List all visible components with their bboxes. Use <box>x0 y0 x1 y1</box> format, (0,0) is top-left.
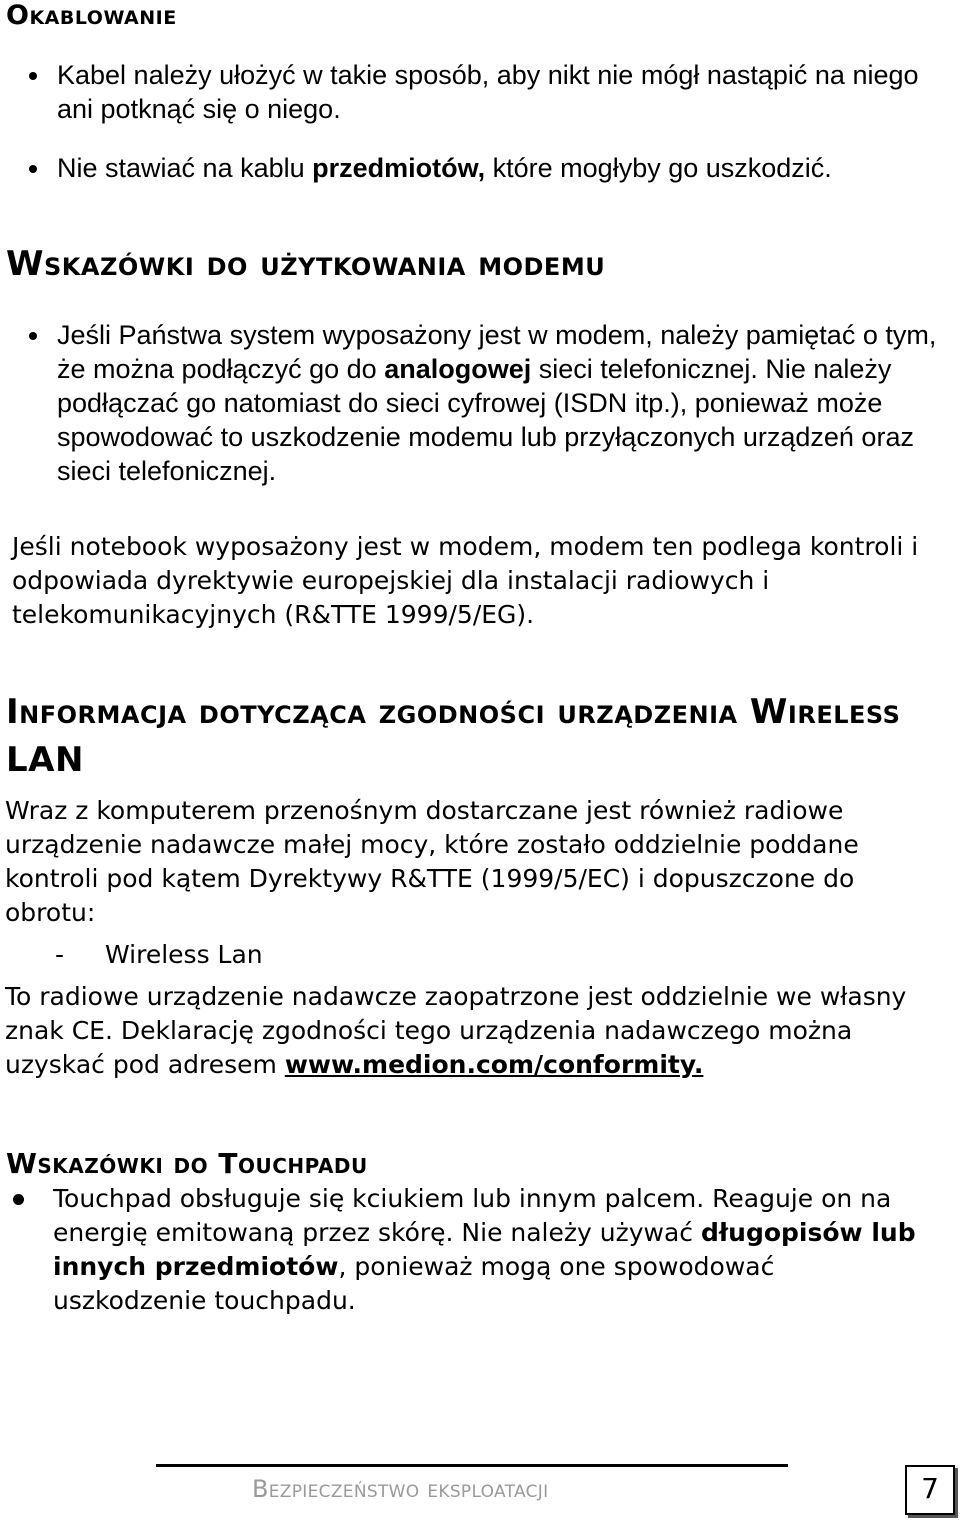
wireless-list-item-text: Wireless Lan <box>105 940 263 969</box>
footer-title: Bezpieczeństwo eksploatacji <box>252 1475 549 1503</box>
list-item <box>57 318 937 488</box>
list-item <box>53 1182 933 1318</box>
conformity-link[interactable]: www.medion.com/conformity. <box>284 1050 704 1079</box>
modem-bullet-part2: sieci telefonicznej. Nie należy podłączać go natomiast do sieci cyfrowej (ISDN itp.), ponieważ może spowodować to uszkodzenie modemu lub przyłączonych urządzeń oraz sieci telefonicznej. <box>57 354 914 486</box>
wireless-list-item <box>55 938 263 972</box>
bullet-icon <box>13 1194 24 1205</box>
wireless-paragraph: Wraz z komputerem przenośnym dostarczane jest również radiowe urządzenie nadawcze małej mocy, które zostało oddzielnie poddane kontroli pod kątem Dyrektywy R&TTE (1999/5/EC) i dopuszczone do obrotu: <box>5 796 859 927</box>
wireless-paragraph-2-text: To radiowe urządzenie nadawcze zaopatrzone jest oddzielnie we własny znak CE. Deklarację zgodności tego urządzenia nadawczego można uzyskać pod adresem <box>5 982 907 1079</box>
heading-modem: Wskazówki do użytkowania modemu <box>6 244 606 284</box>
touchpad-bullet-bold: długopisów lub innych przedmiotów <box>53 1218 916 1281</box>
bullet-icon <box>29 165 37 173</box>
touchpad-bullet-part2: , ponieważ mogą one spowodować uszkodzenie touchpadu. <box>53 1252 775 1315</box>
dash-marker: - <box>55 940 65 969</box>
modem-bullet-part1: Jeśli Państwa system wyposażony jest w modem, należy pamiętać o tym, że można podłączyć go do <box>57 320 937 384</box>
modem-paragraph: Jeśli notebook wyposażony jest w modem, modem ten podlega kontroli i odpowiada dyrektywie europejskiej dla instalacji radiowych i telekomunikacyjnych (R&TTE 1999/5/EG). <box>12 532 919 629</box>
cabling-bullet-2-bold: przedmiotów, <box>312 153 486 183</box>
heading-wireless: Informacja dotycząca zgodności urządzenia Wireless LAN <box>6 692 901 780</box>
page-number: 7 <box>921 1472 939 1505</box>
heading-touchpad: Wskazówki do Touchpadu <box>6 1147 368 1180</box>
modem-bullet-bold: analogowej <box>384 354 532 384</box>
list-item <box>57 151 937 185</box>
bullet-icon <box>29 332 37 340</box>
cabling-bullet-2-after: które mogłyby go uszkodzić. <box>485 153 832 183</box>
touchpad-list <box>53 1182 933 1318</box>
wireless-paragraph-2 <box>5 980 945 1082</box>
bullet-icon <box>29 72 37 80</box>
list-item <box>57 58 937 126</box>
cabling-bullet-1-text: Kabel należy ułożyć w takie sposób, aby nikt nie mógł nastąpić na niego ani potknąć się o niego. <box>57 60 919 124</box>
modem-list <box>57 318 937 488</box>
touchpad-bullet-part1: Touchpad obsługuje się kciukiem lub innym palcem. Reaguje on na energię emitowaną przez skórę. Nie należy używać <box>53 1184 892 1247</box>
footer-divider <box>156 1464 788 1467</box>
heading-cabling: Okablowanie <box>6 0 177 31</box>
cabling-bullet-2-before: Nie stawiać na kablu <box>57 153 313 183</box>
page-number-box <box>905 1465 955 1515</box>
cabling-list <box>57 58 937 210</box>
